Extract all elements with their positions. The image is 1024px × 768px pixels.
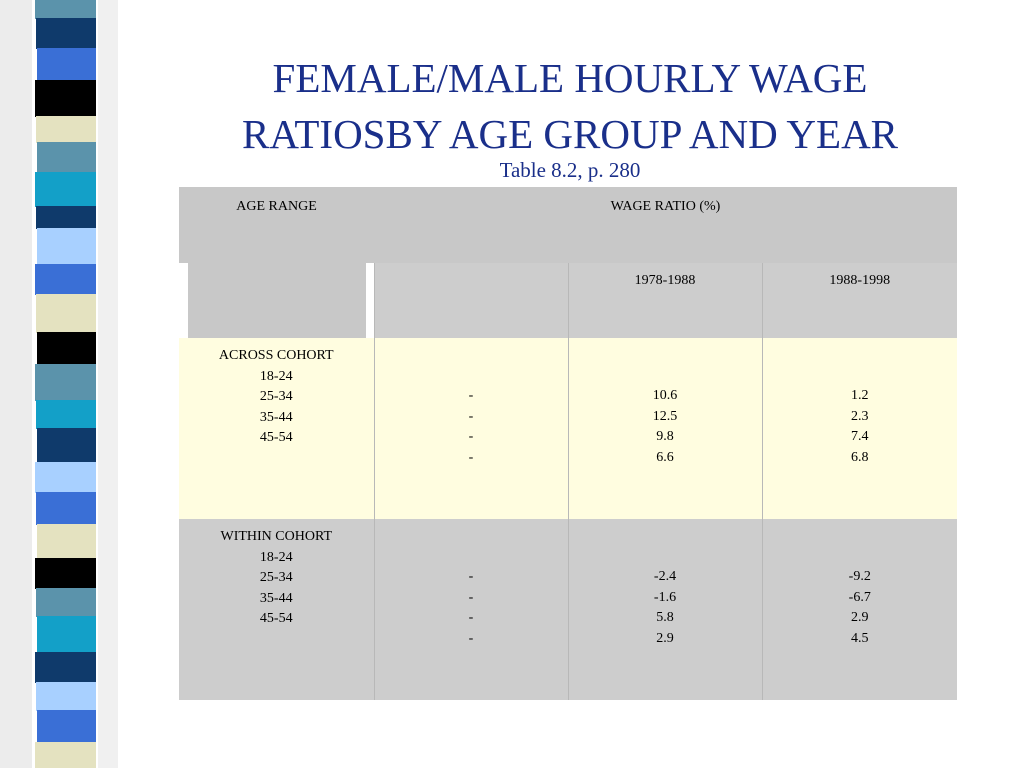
stripe-block: [36, 294, 96, 333]
stripe-block: [35, 742, 96, 768]
slide-title-line-2: RATIOSBY AGE GROUP AND YEAR: [241, 111, 899, 157]
subheader-blank-column: [374, 263, 568, 338]
ratio-1978-1988-within-cohort: [568, 519, 762, 700]
subheader-blank-cell: [179, 263, 374, 338]
age-list-across-cohort: 18-24 25-34 35-44 45-54: [259, 368, 293, 445]
stripe-block: [37, 428, 96, 463]
value-list: -9.2 -6.7 2.9 4.5: [848, 569, 871, 646]
stripe-block: [35, 0, 96, 19]
slide-title: [150, 50, 990, 162]
stripe-block: [35, 558, 96, 589]
stripe-block: [36, 682, 96, 711]
stripe-block: [35, 80, 96, 117]
stripe-block: [36, 588, 96, 617]
value-list: 1.2 2.3 7.4 6.8: [851, 388, 869, 465]
stripe-block: [37, 228, 96, 265]
age-range-header: AGE RANGE: [179, 187, 374, 263]
dash-list: - - - -: [468, 569, 474, 646]
stripe-block: [37, 710, 96, 743]
stripe-block: [35, 364, 96, 401]
period-header-1978-1988: 1978-1988: [568, 263, 762, 338]
stripe-block: [35, 652, 96, 683]
section-label-across-cohort: ACROSS COHORT: [218, 348, 334, 363]
stripe-block: [35, 462, 96, 493]
table-row: [179, 338, 957, 519]
wage-ratio-header: WAGE RATIO (%): [374, 187, 957, 263]
stripe-block: [37, 616, 96, 653]
decorative-stripe-bar: [0, 0, 118, 768]
stripe-block: [36, 116, 96, 143]
table-row: [179, 519, 957, 700]
age-cell-within-cohort: [179, 519, 374, 700]
wage-ratio-table: [179, 187, 957, 700]
stripe-block: [36, 206, 96, 229]
table-header-row: [179, 187, 957, 263]
ratio-1978-1988-across-cohort: [568, 338, 762, 519]
value-list: 10.6 12.5 9.8 6.6: [652, 388, 678, 465]
stripe-block: [35, 172, 96, 207]
table-subheader-row: [179, 263, 957, 338]
age-cell-across-cohort: [179, 338, 374, 519]
stripe-block: [36, 18, 96, 49]
value-list: -2.4 -1.6 5.8 2.9: [653, 569, 677, 646]
dash-list: - - - -: [468, 388, 474, 465]
slide-subtitle: Table 8.2, p. 280: [499, 158, 641, 182]
ratio-1988-1998-within-cohort: [762, 519, 957, 700]
stripe-block: [35, 264, 96, 295]
slide-title-line-1: FEMALE/MALE HOURLY WAGE: [272, 55, 868, 101]
stripe-block: [36, 400, 96, 429]
blank-column-across-cohort: [374, 338, 568, 519]
stripe-block: [36, 492, 96, 525]
ratio-1988-1998-across-cohort: [762, 338, 957, 519]
age-list-within-cohort: 18-24 25-34 35-44 45-54: [259, 549, 293, 626]
stripe-block: [37, 332, 96, 365]
stripe-block: [37, 48, 96, 81]
blank-column-within-cohort: [374, 519, 568, 700]
stripe-block: [37, 524, 96, 559]
period-header-1988-1998: 1988-1998: [762, 263, 957, 338]
section-label-within-cohort: WITHIN COHORT: [220, 529, 333, 544]
stripe-block: [37, 142, 96, 173]
